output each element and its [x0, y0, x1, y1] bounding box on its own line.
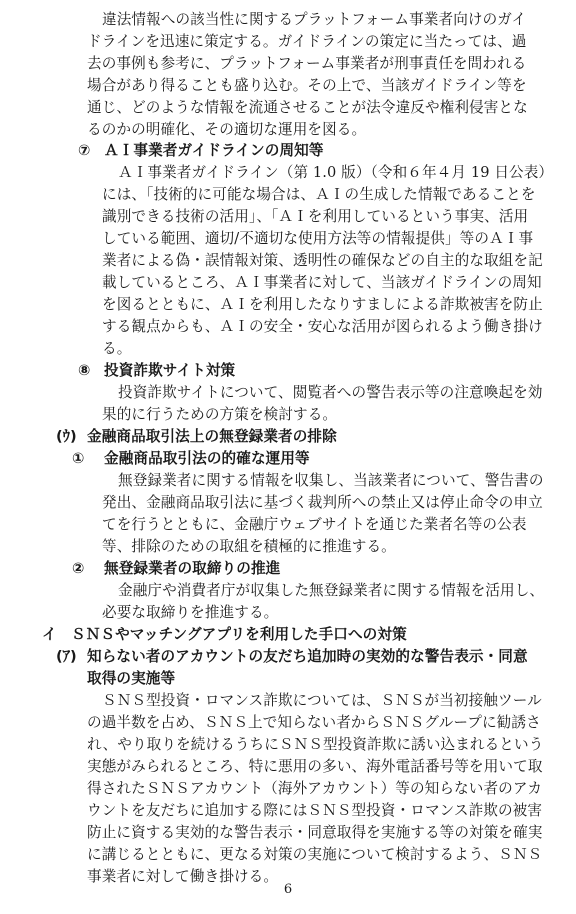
section-i-sub-body-line: 実態がみられるところ、特に悪用の多い、海外電話番号等を用いて取: [87, 758, 543, 775]
item-7-body-line: を図るとともに、ＡＩを利用したなりすましによる詐欺被害を防止: [102, 296, 543, 313]
section-u-item-1-body-line: 無登録業者に関する情報を収集し、当該業者について、警告書の: [118, 472, 544, 489]
item-7-body-line: ＡＩ事業者ガイドライン（第 1.0 版）（令和６年４月 19 日公表）: [118, 164, 554, 181]
item-8-number: ⑧: [78, 362, 91, 379]
section-i-sub-heading-line: 知らない者のアカウントの友だち追加時の実効的な警告表示・同意: [87, 648, 528, 665]
section-u-heading: 金融商品取引法上の無登録業者の排除: [87, 428, 337, 445]
item-8-heading: 投資詐欺サイト対策: [104, 362, 236, 379]
section-u-item-1-heading: 金融商品取引法の的確な運用等: [104, 450, 310, 467]
section-i-sub-body-line: れ、やり取りを続けるうちにＳＮＳ型投資詐欺に誘い込まれるという: [87, 736, 544, 753]
item-7-body-line: 載しているところ、ＡＩ事業者に対して、当該ガイドラインの周知: [102, 274, 542, 291]
item-7-body-line: 識別できる技術の活用」、「ＡＩを利用しているという事実、活用: [102, 208, 529, 225]
section-i-sub-body-line: の過半数を占め、ＳＮＳ上で知らない者からＳＮＳグループに勧誘さ: [87, 714, 541, 731]
item-7-number: ⑦: [78, 142, 91, 159]
section-u-item-1-body-line: 発出、金融商品取引法に基づく裁判所への禁止又は停止命令の申立: [102, 494, 543, 511]
intro-line: ドラインを迅速に策定する。ガイドラインの策定に当たっては、過: [87, 33, 527, 50]
section-u-item-2-body-line: 必要な取締りを推進する。: [102, 604, 279, 621]
intro-line: 通じ、どのような情報を流通させることが法令違反や権利侵害とな: [87, 99, 528, 116]
section-u-item-1-body-line: 等、排除のための取組を積極的に推進する。: [102, 538, 396, 555]
item-7-body-line: る。: [102, 340, 132, 357]
item-7-heading: ＡＩ事業者ガイドラインの周知等: [104, 142, 324, 159]
page-number: 6: [283, 882, 293, 897]
item-7-body-line: する観点からも、ＡＩの安全・安心な活用が図られるよう働き掛け: [102, 318, 543, 335]
item-7-body-line: には、「技術的に可能な場合は、ＡＩの生成した情報であることを: [102, 186, 536, 203]
section-i-sub-body-line: ウントを友だちに追加する際にはＳＮＳ型投資・ロマンス詐欺の被害: [87, 802, 543, 819]
section-i-sub-heading-line: 取得の実施等: [87, 670, 176, 687]
section-u-item-2-heading: 無登録業者の取締りの推進: [104, 560, 281, 577]
intro-line: るのかの明確化、その適切な運用を図る。: [87, 121, 367, 138]
section-u-number: (ｳ): [56, 428, 77, 445]
section-i-sub-body-line: 事業者に対して働き掛ける。: [87, 868, 279, 885]
section-i-sub-body-line: ＳＮＳ型投資・ロマンス詐欺については、ＳＮＳが当初接触ツール: [102, 692, 542, 709]
section-u-item-2-number: ②: [72, 560, 85, 577]
section-i-heading: ＳＮＳやマッチングアプリを利用した手口への対策: [71, 626, 407, 643]
section-u-item-1-number: ①: [72, 450, 85, 467]
item-8-body-line: 投資詐欺サイトについて、閲覧者への警告表示等の注意喚起を効: [118, 384, 543, 401]
section-i-sub-number: (ｱ): [56, 648, 77, 665]
intro-line: 去の事例も参考に、プラットフォーム事業者が刑事責任を問われる: [87, 55, 527, 72]
intro-line: 場合があり得ることも盛り込む。その上で、当該ガイドライン等を: [87, 77, 527, 94]
section-i-sub-body-line: 防止に資する実効的な警告表示・同意取得を実施する等の対策を確実: [87, 824, 543, 841]
item-8-body-line: 果的に行うための方策を検討する。: [102, 406, 338, 423]
item-7-body-line: 業者による偽・誤情報対策、透明性の確保などの自主的な取組を記: [102, 252, 543, 269]
item-7-body-line: している範囲、適切/不適切な使用方法等の情報提供」等のＡＩ事: [102, 230, 534, 247]
section-u-item-1-body-line: てを行うとともに、金融庁ウェブサイトを通じた業者名等の公表: [102, 516, 527, 533]
section-i-sub-body-line: 得されたＳＮＳアカウント（海外アカウント）等の知らない者のアカ: [87, 780, 543, 797]
intro-line: 違法情報への該当性に関するプラットフォーム事業者向けのガイ: [102, 11, 527, 28]
section-u-item-2-body-line: 金融庁や消費者庁が収集した無登録業者に関する情報を活用し、: [118, 582, 545, 599]
section-i-number: イ: [42, 626, 57, 643]
section-i-sub-body-line: に講じるとともに、更なる対策の実施について検討するよう、ＳＮＳ: [87, 846, 543, 863]
